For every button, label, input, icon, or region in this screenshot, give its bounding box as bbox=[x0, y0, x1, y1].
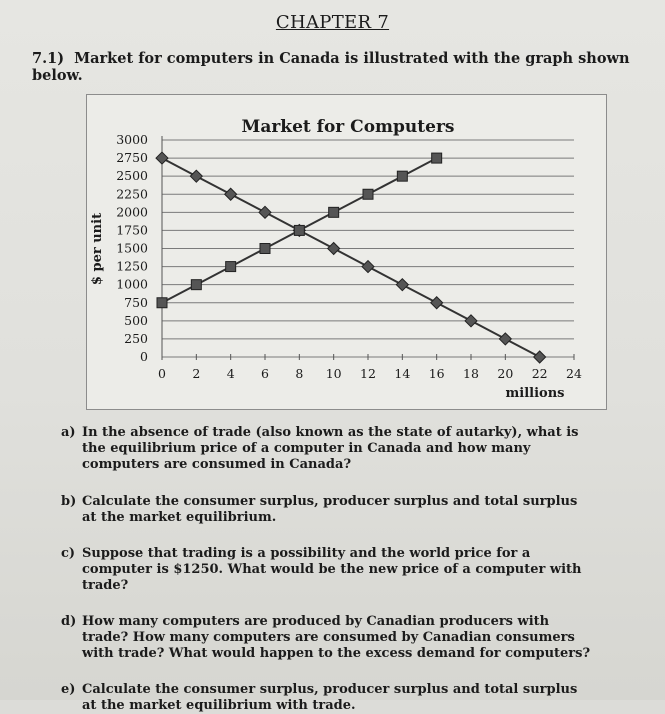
supply-point bbox=[432, 153, 442, 163]
question-text: Calculate the consumer surplus, producer surplus and total surplus at the market equilibrium. bbox=[82, 494, 578, 525]
demand-line bbox=[162, 158, 540, 357]
question-label: c) bbox=[61, 546, 76, 561]
x-axis-label: millions bbox=[505, 386, 565, 401]
demand-point bbox=[156, 152, 168, 164]
x-tick-label: 8 bbox=[295, 366, 304, 381]
supply-point bbox=[191, 280, 201, 290]
question-b bbox=[61, 494, 591, 526]
y-tick-label: 250 bbox=[124, 330, 148, 346]
y-tick-label: 1500 bbox=[116, 240, 148, 256]
y-tick-label: 3000 bbox=[116, 132, 148, 147]
y-tick-label: 1250 bbox=[116, 258, 148, 274]
y-tick-label: 2500 bbox=[116, 168, 148, 184]
x-tick-labels bbox=[158, 366, 582, 381]
x-tick-label: 2 bbox=[192, 366, 201, 381]
question-c bbox=[61, 546, 591, 594]
demand-point bbox=[362, 261, 374, 273]
problem-number: 7.1) bbox=[32, 50, 65, 67]
question-a bbox=[61, 425, 591, 473]
demand-point bbox=[499, 333, 511, 345]
supply-point bbox=[226, 262, 236, 272]
x-tick-label: 24 bbox=[566, 366, 582, 381]
problem-intro bbox=[32, 50, 665, 84]
question-label: d) bbox=[61, 614, 77, 629]
x-tick-label: 16 bbox=[428, 366, 445, 381]
question-text: Suppose that trading is a possibility and the world price for a computer is $1250. What would be the new price of a computer with trade? bbox=[82, 546, 582, 593]
y-tick-labels bbox=[116, 132, 148, 364]
x-tick-label: 10 bbox=[325, 366, 342, 381]
y-tick-label: 500 bbox=[124, 312, 148, 328]
y-tick-label: 1750 bbox=[116, 222, 148, 238]
demand-point bbox=[431, 297, 443, 309]
x-tick-label: 6 bbox=[261, 366, 269, 381]
y-tick-label: 2250 bbox=[116, 186, 148, 202]
demand-point bbox=[190, 170, 202, 182]
demand-point bbox=[465, 315, 477, 327]
y-tick-label: 0 bbox=[140, 349, 148, 364]
y-tick-label: 2000 bbox=[116, 204, 148, 220]
supply-point bbox=[363, 189, 373, 199]
question-text: Calculate the consumer surplus, producer surplus and total surplus at the market equilibrium with trade. bbox=[82, 682, 578, 713]
demand-point bbox=[328, 243, 340, 255]
y-axis-label: $ per unit bbox=[90, 212, 105, 286]
question-label: b) bbox=[61, 494, 77, 509]
x-tick-label: 14 bbox=[394, 366, 411, 381]
question-e bbox=[61, 682, 591, 714]
demand-point bbox=[396, 279, 408, 291]
x-tick-label: 18 bbox=[463, 366, 479, 381]
chart-title: Market for Computers bbox=[241, 117, 455, 137]
demand-point bbox=[259, 206, 271, 218]
y-tick-label: 1000 bbox=[116, 276, 148, 292]
supply-point bbox=[397, 171, 407, 181]
grid-lines bbox=[162, 136, 574, 360]
x-tick-label: 12 bbox=[360, 366, 376, 381]
demand-point bbox=[225, 188, 237, 200]
x-tick-label: 22 bbox=[531, 366, 548, 381]
chart-frame bbox=[86, 94, 607, 410]
question-text: In the absence of trade (also known as the state of autarky), what is the equilibrium price of a computer in Canada and how many computers are consumed in Canada? bbox=[82, 425, 579, 472]
chapter-title: CHAPTER 7 bbox=[275, 12, 390, 33]
supply-point bbox=[329, 207, 339, 217]
x-tick-label: 0 bbox=[158, 366, 166, 381]
demand-point bbox=[534, 351, 546, 363]
question-text: How many computers are produced by Canadian producers with trade? How many computers are consumed by Canadian consumers with trade? What would happen to the excess demand for computers? bbox=[82, 614, 591, 661]
supply-point bbox=[157, 298, 167, 308]
supply-point bbox=[294, 225, 304, 235]
supply-point bbox=[260, 244, 270, 254]
market-chart bbox=[87, 95, 606, 409]
x-tick-label: 4 bbox=[226, 366, 235, 381]
question-label: a) bbox=[61, 425, 76, 440]
y-tick-label: 2750 bbox=[116, 150, 148, 166]
y-tick-label: 750 bbox=[124, 294, 148, 310]
problem-intro-text: Market for computers in Canada is illustrated with the graph shown below. bbox=[32, 50, 630, 84]
question-d bbox=[61, 614, 591, 662]
question-list bbox=[61, 425, 591, 714]
question-label: e) bbox=[61, 682, 76, 697]
series-group bbox=[156, 152, 546, 363]
x-tick-label: 20 bbox=[497, 366, 514, 381]
